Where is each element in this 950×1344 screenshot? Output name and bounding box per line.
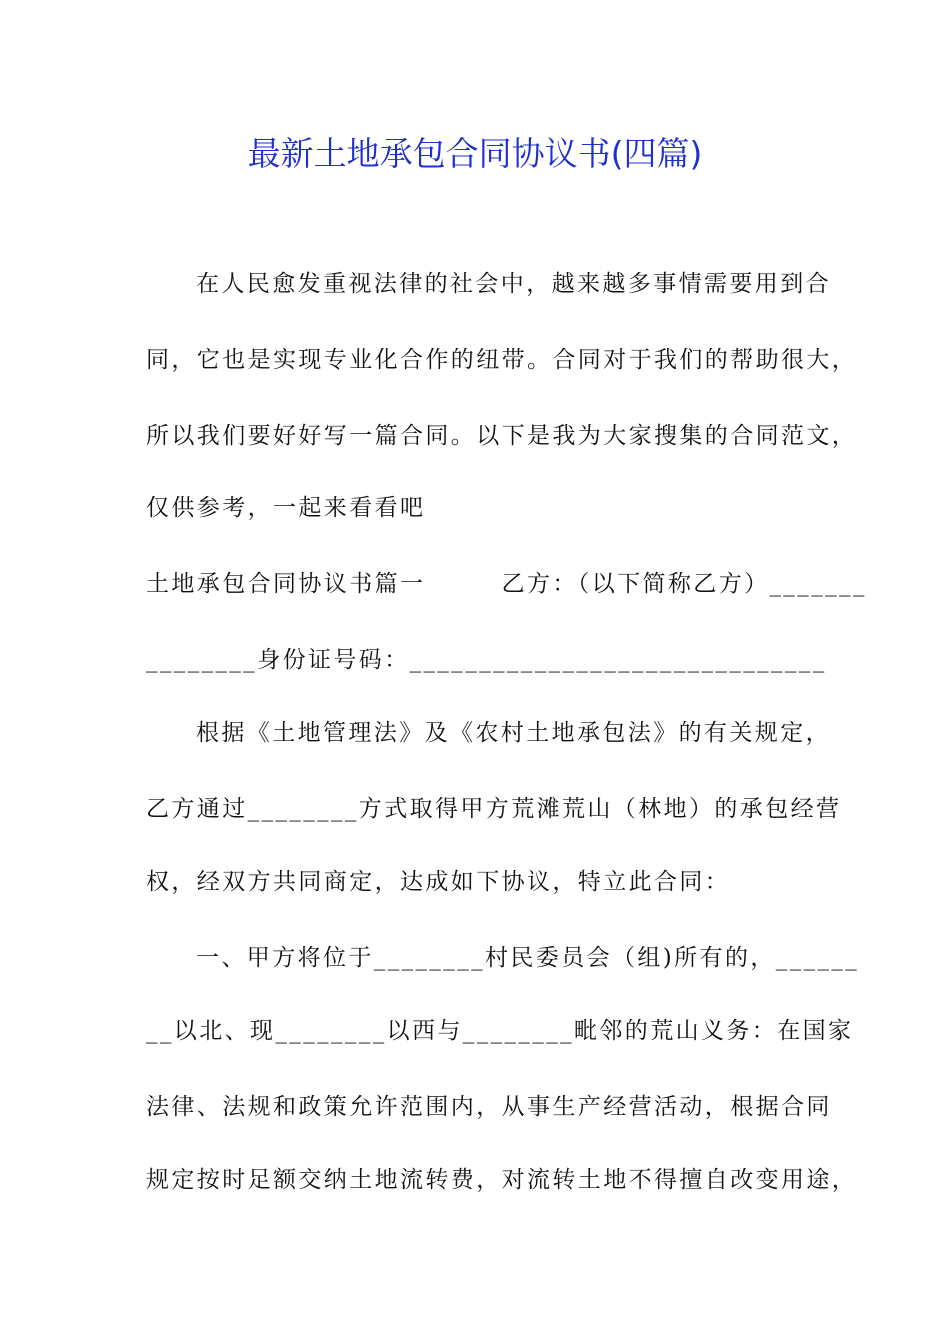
body-line-10: 一、甲方将位于________村民委员会（组)所有的，______ bbox=[196, 945, 860, 971]
body-line-1: 在人民愈发重视法律的社会中，越来越多事情需要用到合 bbox=[196, 271, 831, 297]
document-title: 最新土地承包合同协议书(四篇) bbox=[247, 134, 703, 173]
body-line-4: 仅供参考，一起来看看吧 bbox=[146, 495, 426, 521]
body-line-7: 根据《土地管理法》及《农村土地承包法》的有关规定， bbox=[196, 720, 831, 746]
body-line-11: __以北、现________以西与________毗邻的荒山义务：在国家 bbox=[146, 1018, 854, 1044]
body-line-3: 所以我们要好好写一篇合同。以下是我为大家搜集的合同范文， bbox=[146, 423, 858, 449]
body-line-5: 土地承包合同协议书篇一 乙方：（以下简称乙方）_______ bbox=[146, 571, 867, 597]
body-line-2: 同，它也是实现专业化合作的纽带。合同对于我们的帮助很大， bbox=[146, 347, 858, 373]
body-line-13: 规定按时足额交纳土地流转费，对流转土地不得擅自改变用途， bbox=[146, 1167, 858, 1193]
body-line-12: 法律、法规和政策允许范围内，从事生产经营活动，根据合同 bbox=[146, 1094, 832, 1120]
body-line-9: 权，经双方共同商定，达成如下协议，特立此合同： bbox=[146, 869, 731, 895]
body-line-8: 乙方通过________方式取得甲方荒滩荒山（林地）的承包经营 bbox=[146, 796, 842, 822]
body-line-6: ________身份证号码：______________________________ bbox=[146, 647, 827, 673]
